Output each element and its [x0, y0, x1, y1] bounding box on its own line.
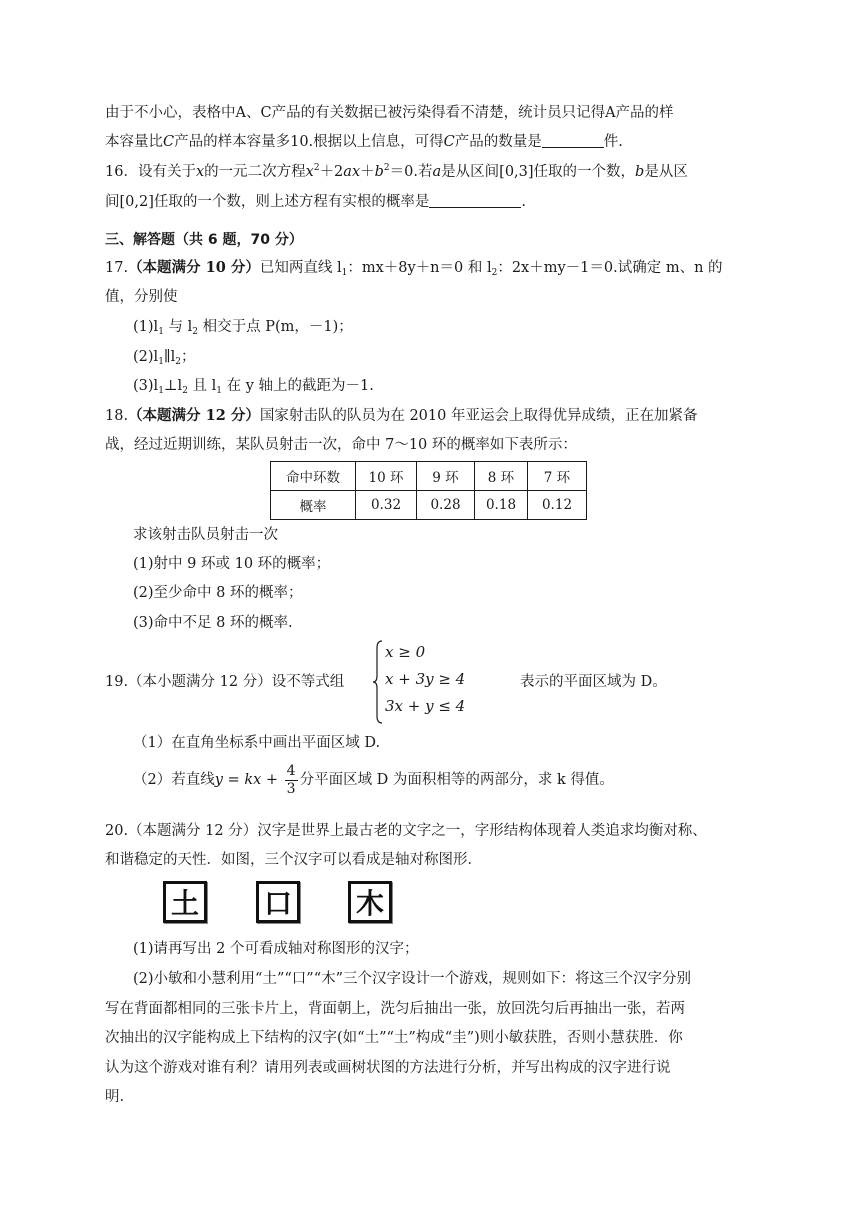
q20-line2: 和谐稳定的天性．如图，三个汉字可以看成是轴对称图形．	[105, 852, 482, 868]
q19-text-b: 表示的平面区域为 D。	[520, 674, 667, 690]
q18-item3: (3)命中不足 8 环的概率.	[133, 615, 293, 631]
table-header-cell: 10 环	[356, 462, 417, 491]
q15-text-1: 由于不小心，表格中A、C产品的有关数据已被污染得看不清楚，统计员只记得A产品的样	[105, 105, 674, 121]
q18-item2: (2)至少命中 8 环的概率；	[133, 585, 303, 601]
q15-text-2a: 本容量比	[105, 134, 163, 150]
table-header-cell: 8 环	[475, 462, 528, 491]
inequality-row-1: x ≥ 0	[385, 643, 426, 661]
q17-text-b: ：mx＋8y＋n＝0 和 l	[347, 260, 492, 276]
q16-range-a: 是从区间[0,3]任取的一个数，	[441, 164, 636, 180]
q18-line2: 战，经过近期训练，某队员射击一次，命中 7～10 环的概率如下表所示：	[105, 437, 577, 453]
sub-1: 1	[341, 268, 348, 278]
table-cell: 0.28	[417, 491, 475, 520]
q16-eq: ＝0.若	[389, 164, 433, 180]
var-c: C	[163, 134, 175, 150]
fraction-four-thirds	[285, 763, 298, 798]
section-heading: 三、解答题（共 6 题，70 分）	[105, 232, 303, 248]
table-cell: 0.12	[528, 491, 587, 520]
table-row	[271, 491, 587, 520]
table-cell: 概率	[271, 491, 356, 520]
q15-text-2f: 件.	[603, 134, 623, 150]
item2-sub2: 2	[175, 357, 181, 367]
var-b2: b	[635, 164, 645, 180]
q16-line1	[105, 161, 800, 183]
q20-item2-line5: 明.	[105, 1089, 125, 1105]
q16-text-2: 间[0,2]任取的一个数，则上述方程有实根的概率是	[105, 194, 430, 210]
var-b: b	[374, 164, 384, 180]
q20-item2-line4: 认为这个游戏对谁有利？请用列表或画树状图的方法进行分析，并写出构成的汉字进行说	[105, 1060, 671, 1076]
item1-a: (1)l	[133, 319, 159, 335]
sub-2: 2	[491, 268, 498, 278]
item2-prefix: （2）若直线	[133, 772, 215, 788]
character-card-mu: 木	[348, 881, 392, 923]
q16-plus2: ＋	[360, 164, 375, 180]
q20-item1: (1)请再写出 2 个可看成轴对称图形的汉字；	[133, 941, 419, 957]
exp-2: 2	[313, 163, 320, 173]
item1-sub2: 2	[192, 327, 199, 337]
q15-text-2c: 产品的样本容量多10.根据以上信息，可得	[174, 134, 444, 150]
table-cell: 0.18	[475, 491, 528, 520]
item1-sub1: 1	[158, 327, 164, 337]
q17-line1	[105, 257, 800, 279]
q19-text-a: 19.（本小题满分 12 分）设不等式组	[105, 674, 345, 690]
q19-item1: （1）在直角坐标系中画出平面区域 D.	[133, 735, 381, 751]
q20-item2-line1: (2)小敏和小慧利用“土”“口”“木”三个汉字设计一个游戏，规则如下：将这三个汉字分别	[133, 971, 692, 987]
table-header-cell: 9 环	[417, 462, 475, 491]
item2-c: ∥l	[163, 349, 176, 365]
item2-a: (2)l	[133, 349, 159, 365]
var-ax: ax	[343, 164, 361, 180]
item3-sub1: 1	[158, 386, 164, 396]
q17-item3	[133, 375, 800, 397]
equals: =	[222, 772, 245, 788]
q17-item1	[133, 316, 800, 338]
q17-number: 17.	[105, 260, 129, 276]
q15-line2	[105, 131, 800, 153]
item3-e: 且 l	[187, 378, 217, 394]
left-brace	[373, 640, 383, 724]
inequality-system	[373, 640, 513, 724]
q20-line1: 20.（本题满分 12 分）汉字是世界上最古老的文字之一，字形结构体现着人类追求均衡对称、	[105, 823, 707, 839]
item3-sub2: 2	[182, 386, 188, 396]
q16-text: 的一元二次方程	[204, 164, 306, 180]
item3-c: ⊥l	[163, 378, 183, 394]
item2-sub1: 1	[158, 357, 164, 367]
q18-number: 18.	[105, 408, 129, 424]
var-y: y	[214, 772, 223, 788]
score-probability-table	[270, 461, 587, 520]
q17-text-a: 已知两直线 l	[259, 260, 342, 276]
q17-text-c: ：2x＋my－1＝0.试确定 m、n 的	[497, 260, 723, 276]
var-c-2: C	[443, 134, 455, 150]
q15-text-2e: 产品的数量是	[454, 134, 542, 150]
item3-a: (3)l	[133, 378, 159, 394]
q20-item2-line3: 次抽出的汉字能构成上下结构的汉字(如“土”“土”构成“圭”)则小敏获胜，否则小慧获胜．你	[105, 1030, 683, 1046]
q16-period: .	[521, 194, 526, 210]
answer-blank-15[interactable]	[542, 133, 604, 148]
item3-g: 在 y 轴上的截距为－1.	[222, 378, 374, 394]
item2-suffix: 分平面区域 D 为面积相等的两部分，求 k 得值。	[299, 772, 614, 788]
var-x2: x	[305, 164, 314, 180]
q15-line1	[105, 102, 800, 124]
q18-text-a: 国家射击队的队员为在 2010 年亚运会上取得优异成绩，正在加紧备	[259, 408, 698, 424]
table-header-cell: 命中环数	[271, 462, 356, 491]
inequality-row-3: 3x + y ≤ 4	[385, 697, 466, 715]
frac-numerator: 4	[286, 762, 296, 779]
answer-blank-16[interactable]	[429, 193, 521, 208]
q20-item2-line2: 写在背面都相同的三张卡片上，背面朝上，洗匀后抽出一张，放回洗匀后再抽出一张，若两	[105, 1001, 685, 1017]
item1-c: 与 l	[163, 319, 193, 335]
var-kx: kx	[244, 772, 262, 788]
q18-item1: (1)射中 9 环或 10 环的概率；	[133, 556, 331, 572]
inequality-row-2: x + 3y ≥ 4	[385, 670, 466, 688]
var-a: a	[432, 164, 442, 180]
table-row	[271, 462, 587, 491]
q16-number: 16．设有关于	[105, 164, 196, 180]
var-x: x	[195, 164, 205, 180]
q18-line1	[105, 405, 800, 427]
item3-sub3: 1	[216, 386, 223, 396]
q17-line2: 值，分别使	[105, 289, 178, 305]
q18-points: （本题满分 12 分）	[128, 407, 260, 424]
q17-item2	[133, 346, 800, 368]
q16-line2	[105, 191, 800, 213]
q18-prompt: 求该射击队员射击一次	[133, 527, 278, 543]
q16-text-end: 是从区	[644, 164, 688, 180]
character-card-tu: 土	[163, 881, 207, 923]
exp-2b: 2	[383, 163, 390, 173]
q17-points: （本题满分 10 分）	[128, 259, 260, 276]
character-card-kou: 口	[256, 881, 300, 923]
table-cell: 0.32	[356, 491, 417, 520]
q19-item2	[133, 762, 800, 798]
item2-e: ；	[181, 349, 196, 365]
table-header-cell: 7 环	[528, 462, 587, 491]
item1-e: 相交于点 P(m，－1)；	[198, 319, 353, 335]
frac-denominator: 3	[286, 780, 296, 797]
plus: +	[261, 772, 283, 788]
q16-plus: ＋2	[319, 164, 344, 180]
